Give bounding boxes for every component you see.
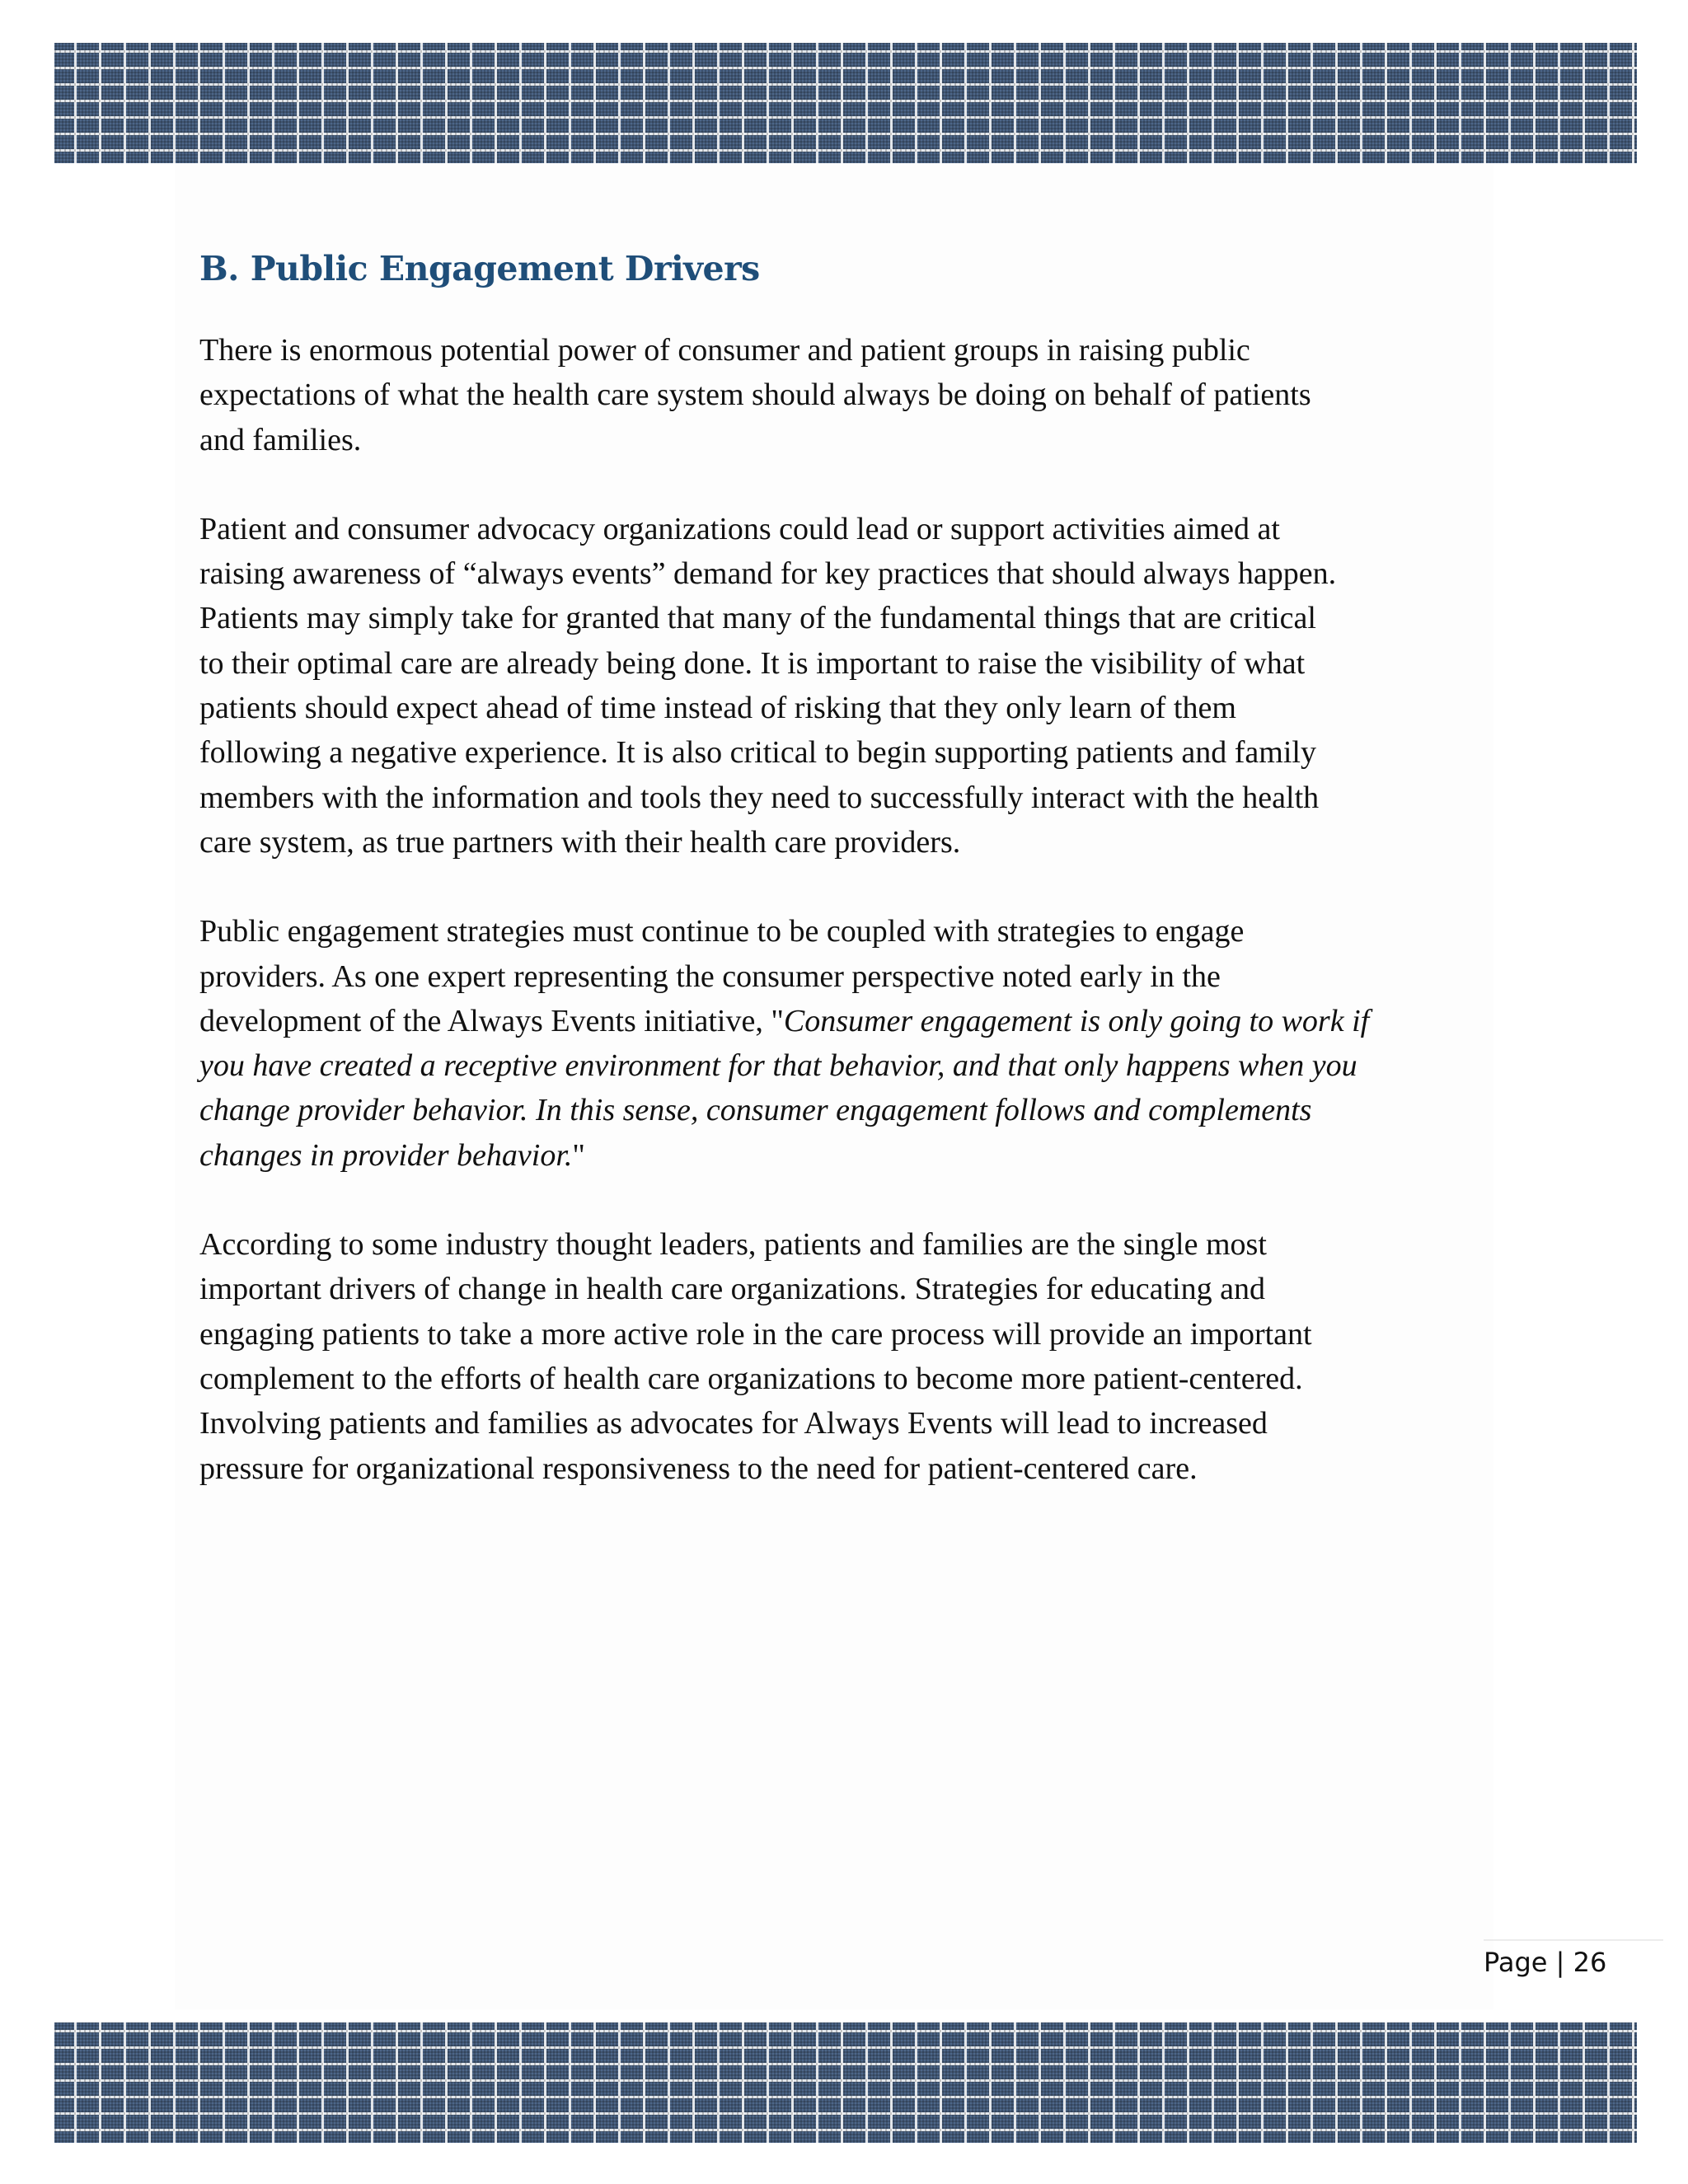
text-line: providers. As one expert representing the consumer perspective noted early in the	[199, 958, 1221, 994]
text-line: Patient and consumer advocacy organizations could lead or support activities aimed at	[199, 511, 1280, 546]
quote-lead-text: development of the Always Events initiative, "	[199, 1003, 784, 1038]
text-line: Involving patients and families as advocates for Always Events will lead to increased	[199, 1406, 1268, 1441]
text-line: expectations of what the health care system should always be doing on behalf of patients	[199, 377, 1311, 413]
paragraph-3	[199, 909, 1502, 1178]
footer-divider	[1484, 1939, 1663, 1941]
text-line	[199, 999, 1502, 1043]
quote-text: Consumer engagement is only going to work if	[783, 1003, 1370, 1038]
quote-close-mark: "	[572, 1137, 585, 1173]
section-title: B. Public Engagement Drivers	[199, 249, 760, 288]
text-line: complement to the efforts of health care organizations to become more patient-centered.	[199, 1361, 1303, 1396]
text-line: members with the information and tools they need to successfully interact with the health	[199, 780, 1320, 815]
header-pattern-band	[54, 43, 1637, 163]
text-line: There is enormous potential power of consumer and patient groups in raising public	[199, 333, 1250, 368]
text-line	[199, 1133, 1502, 1178]
text-line: to their optimal care are already being done. It is important to raise the visibility of what	[199, 645, 1306, 681]
text-line: following a negative experience. It is also critical to begin supporting patients and family	[199, 735, 1316, 771]
text-line: patients should expect ahead of time instead of risking that they only learn of them	[199, 691, 1236, 726]
text-line: important drivers of change in health care organizations. Strategies for educating and	[199, 1272, 1265, 1307]
quote-text: changes in provider behavior.	[199, 1137, 573, 1173]
document-body	[199, 328, 1502, 1535]
text-line: engaging patients to take a more active role in the care process will provide an important	[199, 1316, 1312, 1352]
quote-text: change provider behavior. In this sense, consumer engagement follows and complements	[199, 1093, 1312, 1128]
text-line: Public engagement strategies must continue to be coupled with strategies to engage	[199, 914, 1245, 949]
text-line: Patients may simply take for granted that many of the fundamental things that are critical	[199, 601, 1316, 636]
paragraph-2	[199, 507, 1502, 865]
paragraph-4	[199, 1222, 1502, 1491]
paragraph-1	[199, 328, 1502, 462]
footer-pattern-band	[54, 2022, 1637, 2143]
text-line: care system, as true partners with their health care providers.	[199, 824, 961, 860]
text-line: raising awareness of “always events” demand for key practices that should always happen.	[199, 556, 1337, 592]
page-number: Page | 26	[1484, 1947, 1607, 1978]
quote-text: you have created a receptive environment for that behavior, and that only happens when you	[199, 1048, 1357, 1084]
text-line: pressure for organizational responsiveness to the need for patient-centered care.	[199, 1451, 1198, 1486]
text-line: and families.	[199, 422, 362, 457]
text-line: According to some industry thought leaders, patients and families are the single most	[199, 1227, 1267, 1263]
